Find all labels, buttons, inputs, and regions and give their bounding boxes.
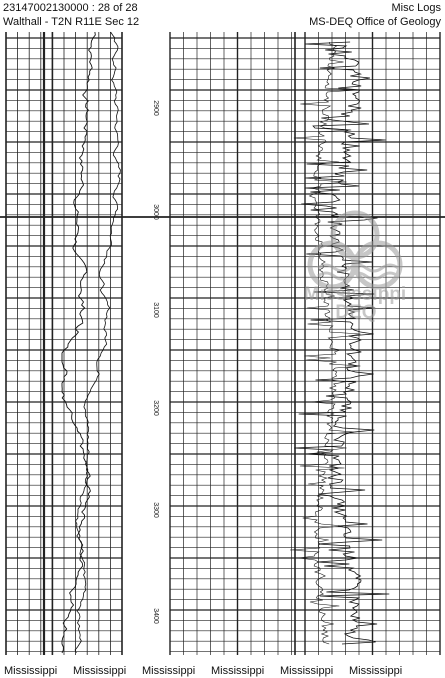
log-curve-left-2 (75, 32, 120, 653)
footer-text: Mississippi (142, 665, 196, 677)
well-log-scan (0, 30, 445, 660)
watermark-seal-icon (310, 213, 400, 287)
well-id-page-count: 23147002130000 : 28 of 28 (3, 2, 138, 14)
depth-label: 2900 (152, 100, 159, 116)
depth-label: 3300 (152, 502, 159, 518)
footer-text: Mississippi (280, 665, 334, 677)
depth-scale (152, 100, 159, 624)
footer-text: Mississippi (349, 665, 403, 677)
depth-label: 3000 (152, 204, 159, 220)
log-curve-left-1 (62, 32, 95, 653)
footer-text: Mississippi (4, 665, 58, 677)
footer-watermark-strip (0, 664, 445, 678)
msdeq-watermark (304, 213, 406, 323)
issuing-office: MS-DEQ Office of Geology (309, 16, 441, 28)
right-track-grid (0, 32, 445, 655)
depth-label: 3100 (152, 302, 159, 318)
log-curve-right-1 (294, 42, 389, 644)
log-curve-right-2 (290, 42, 361, 644)
depth-label: 3200 (152, 400, 159, 416)
log-curves (62, 32, 389, 653)
document-type: Misc Logs (391, 2, 441, 14)
depth-label: 3400 (152, 608, 159, 624)
footer-text: Mississippi (211, 665, 265, 677)
watermark-text-line1: Mississippi (303, 284, 407, 305)
watermark-text-line2: DEQ (335, 302, 377, 323)
well-location: Walthall - T2N R11E Sec 12 (3, 16, 140, 28)
left-track-grid (6, 32, 122, 655)
footer-text: Mississippi (73, 665, 127, 677)
